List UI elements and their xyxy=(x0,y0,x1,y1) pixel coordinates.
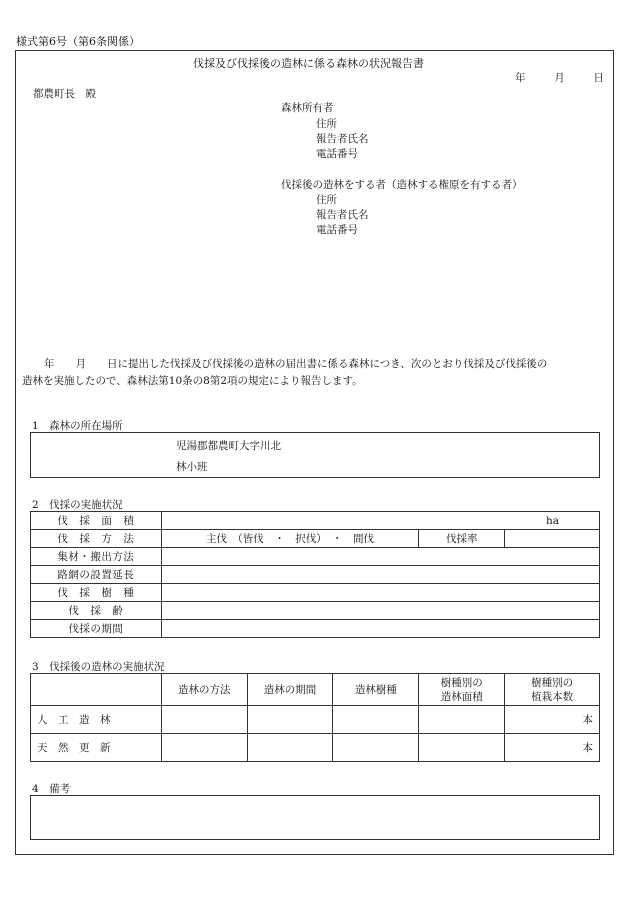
col-planting-count-by-species: 樹種別の 植栽本数 xyxy=(505,674,600,706)
section3-heading: 3 伐採後の造林の実施状況 xyxy=(32,661,165,673)
artificial-count-unit: 本 xyxy=(505,706,600,734)
cell xyxy=(419,734,505,762)
collection-method-label: 集材・搬出方法 xyxy=(31,548,162,566)
col-reforestation-method: 造林の方法 xyxy=(161,674,247,706)
document-title: 伐採及び伐採後の造林に係る森林の状況報告書 xyxy=(193,57,424,70)
owner-address-label: 住所 xyxy=(316,118,337,130)
col-reforestation-species: 造林樹種 xyxy=(333,674,419,706)
form-number: 様式第6号（第6条関係） xyxy=(16,35,140,48)
harvest-method-label: 伐 採 方 法 xyxy=(31,530,162,548)
section1-heading: 1 森林の所在場所 xyxy=(32,420,123,432)
harvest-period-label: 伐採の期間 xyxy=(31,620,162,638)
section4-heading: 4 備考 xyxy=(32,783,71,795)
cell xyxy=(161,734,247,762)
road-network-value xyxy=(161,566,599,584)
road-network-label: 路網の設置延長 xyxy=(31,566,162,584)
harvest-method-options: 主伐 （皆伐 ・ 択伐） ・ 間伐 xyxy=(161,530,419,548)
reforestation-table xyxy=(30,673,600,762)
section2-heading: 2 伐採の実施状況 xyxy=(32,499,123,511)
harvest-rate-value xyxy=(505,530,600,548)
reforester-name-label: 報告者氏名 xyxy=(316,209,369,221)
harvest-age-value xyxy=(161,602,599,620)
location-line2: 林小班 xyxy=(176,461,208,473)
harvest-rate-label: 伐採率 xyxy=(419,530,505,548)
natural-count-unit: 本 xyxy=(505,734,600,762)
row-natural-regeneration: 天 然 更 新 xyxy=(31,734,162,762)
harvest-species-value xyxy=(161,584,599,602)
harvest-table xyxy=(30,511,600,638)
date-day: 日 xyxy=(593,72,604,84)
reforester-heading: 伐採後の造林をする者（造林する権原を有する者） xyxy=(281,179,523,191)
body-text-line1: 年 月 日に提出した伐採及び伐採後の造林の届出書に係る森林につき、次のとおり伐採及び伐採後の xyxy=(44,358,548,370)
body-text-line2: 造林を実施したので、森林法第10条の8第2項の規定により報告します。 xyxy=(22,375,363,387)
location-line1: 児湯郡都農町大字川北 xyxy=(176,440,281,452)
harvest-area-unit: ha xyxy=(161,512,599,530)
cell xyxy=(419,706,505,734)
reforestation-corner-cell xyxy=(31,674,162,706)
owner-heading: 森林所有者 xyxy=(281,102,334,114)
date-month: 月 xyxy=(554,72,565,84)
date-year: 年 xyxy=(515,72,526,84)
cell xyxy=(247,734,333,762)
cell xyxy=(333,706,419,734)
col-area-by-species: 樹種別の 造林面積 xyxy=(419,674,505,706)
cell xyxy=(333,734,419,762)
harvest-period-value xyxy=(161,620,599,638)
date-line xyxy=(515,70,604,85)
addressee: 都農町長 殿 xyxy=(33,88,96,100)
cell xyxy=(161,706,247,734)
owner-name-label: 報告者氏名 xyxy=(316,133,369,145)
col-reforestation-period: 造林の期間 xyxy=(247,674,333,706)
owner-phone-label: 電話番号 xyxy=(316,148,358,160)
row-artificial-reforestation: 人 工 造 林 xyxy=(31,706,162,734)
reforester-address-label: 住所 xyxy=(316,194,337,206)
cell xyxy=(247,706,333,734)
location-box xyxy=(30,432,600,478)
collection-method-value xyxy=(161,548,599,566)
harvest-area-label: 伐 採 面 積 xyxy=(31,512,162,530)
harvest-species-label: 伐 採 樹 種 xyxy=(31,584,162,602)
remarks-box xyxy=(30,795,600,840)
reforester-phone-label: 電話番号 xyxy=(316,224,358,236)
harvest-age-label: 伐 採 齢 xyxy=(31,602,162,620)
